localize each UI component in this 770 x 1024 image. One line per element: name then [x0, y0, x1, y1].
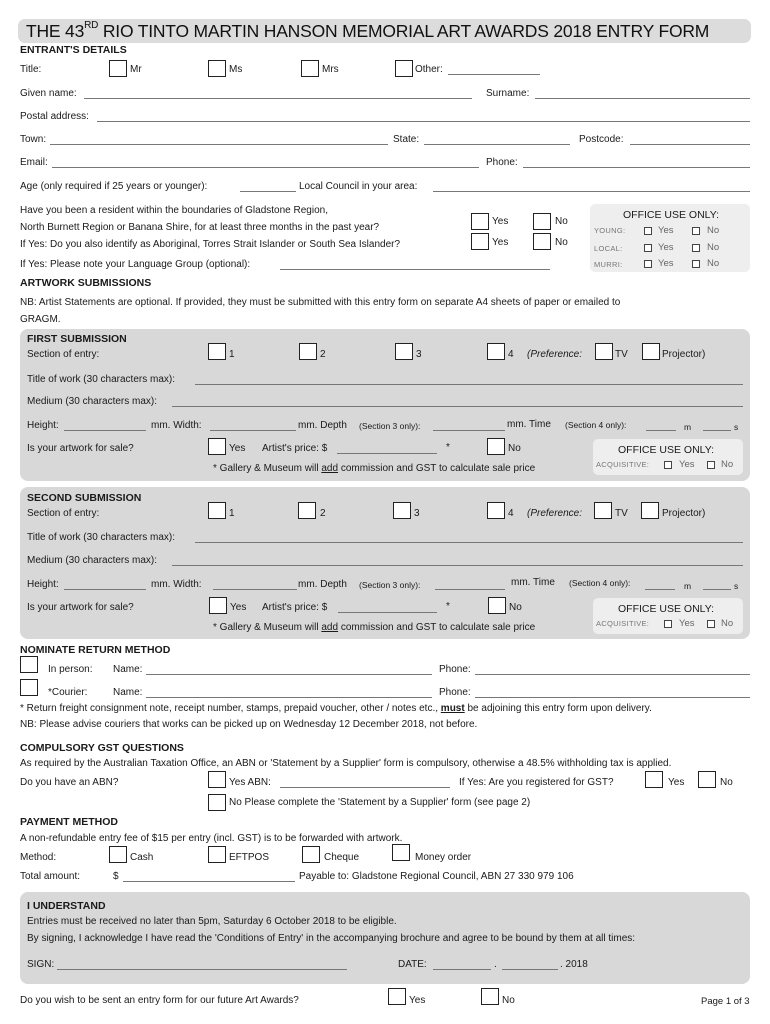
age-field[interactable]: [240, 191, 296, 192]
acquisitive-no: No: [721, 459, 734, 470]
postcode-label: Postcode:: [579, 134, 624, 145]
abn-question: Do you have an ABN?: [20, 777, 119, 788]
resident-yes-checkbox[interactable]: [471, 213, 489, 230]
title-of-work-label: Title of work (30 characters max):: [27, 374, 176, 385]
total-amount-field[interactable]: [123, 881, 295, 882]
depth-field[interactable]: [433, 430, 505, 431]
payment-cheque-label: Cheque: [324, 852, 360, 863]
return-note-1: * Return freight consignment note, receipt number, stamps, prepaid voucher, other / notes etc., must be adjoining this entry form upon delivery.: [20, 703, 652, 714]
office-use-box-first: [593, 439, 743, 475]
gallery-note: * Gallery & Museum will add commission and GST to calculate sale price: [213, 622, 536, 633]
section-2-checkbox[interactable]: [298, 502, 316, 519]
section-3-label: 3: [416, 349, 422, 360]
courier-checkbox[interactable]: [20, 679, 38, 696]
acquisitive-no: No: [721, 618, 734, 629]
courier-phone-field[interactable]: [475, 697, 750, 698]
town-field[interactable]: [50, 144, 388, 145]
time-minutes-field[interactable]: [646, 430, 676, 431]
understand-panel: [20, 892, 750, 984]
aboriginal-yes-label: Yes: [492, 237, 509, 248]
minutes-unit: m: [684, 581, 692, 591]
height-field[interactable]: [64, 430, 146, 431]
office-local-no: No: [707, 242, 720, 253]
medium-field[interactable]: [172, 565, 743, 566]
payment-eftpos-checkbox[interactable]: [208, 846, 226, 863]
phone-label: Phone:: [486, 157, 518, 168]
title-label: Title:: [20, 64, 42, 75]
depth-field[interactable]: [435, 589, 505, 590]
title-of-work-field[interactable]: [195, 542, 743, 543]
surname-field[interactable]: [535, 98, 750, 99]
resident-question-1: Have you been a resident within the boundaries of Gladstone Region,: [20, 205, 328, 216]
time-note: (Section 4 only):: [565, 420, 627, 430]
section-4-checkbox[interactable]: [487, 502, 505, 519]
artwork-nb-line2: GRAGM.: [20, 314, 61, 325]
abn-yes-label: Yes ABN:: [229, 777, 271, 788]
office-use-title: OFFICE USE ONLY:: [618, 603, 715, 615]
width-label: mm. Width:: [151, 420, 202, 431]
future-yes-checkbox[interactable]: [388, 988, 406, 1005]
submission-heading: SECOND SUBMISSION: [27, 492, 142, 504]
courier-name-label: Name:: [113, 687, 143, 698]
acquisitive-no-box: [707, 461, 715, 469]
office-local-no-box: [692, 244, 700, 252]
office-murri-yes: Yes: [658, 258, 674, 269]
price-label: Artist's price: $: [262, 602, 328, 613]
understand-line-2: By signing, I acknowledge I have read the 'Conditions of Entry' in the accompanying brochure and agree to be bound by them at all times:: [27, 933, 636, 944]
payment-fee-text: A non-refundable entry fee of $15 per entry (incl. GST) is to be forwarded with artwork.: [20, 833, 403, 844]
office-murri-yes-box: [644, 260, 652, 268]
section-3-checkbox[interactable]: [393, 502, 411, 519]
for-sale-yes-label: Yes: [230, 602, 247, 613]
for-sale-label: Is your artwork for sale?: [27, 602, 134, 613]
office-local-yes: Yes: [658, 242, 674, 253]
payable-to: Payable to: Gladstone Regional Council, ABN 27 330 979 106: [299, 871, 574, 882]
aboriginal-no-checkbox[interactable]: [533, 233, 551, 250]
office-murri-no-box: [692, 260, 700, 268]
postcode-field[interactable]: [630, 144, 750, 145]
title-mr-label: Mr: [130, 64, 142, 75]
title-other-checkbox[interactable]: [395, 60, 413, 77]
title-ms-checkbox[interactable]: [208, 60, 226, 77]
gst-yes-checkbox[interactable]: [645, 771, 663, 788]
total-dollar-sign: $: [113, 871, 119, 882]
preference-tv-label: TV: [615, 508, 628, 519]
depth-note: (Section 3 only):: [359, 421, 421, 431]
future-no-label: No: [502, 995, 515, 1006]
payment-eftpos-label: EFTPOS: [229, 852, 270, 863]
return-note-2: NB: Please advise couriers that works can be picked up on Wednesday 12 December 2018, not before.: [20, 719, 478, 730]
office-young-yes-box: [644, 227, 652, 235]
time-minutes-field[interactable]: [645, 589, 675, 590]
surname-label: Surname:: [486, 88, 530, 99]
section-label: Section of entry:: [27, 349, 100, 360]
title-of-work-label: Title of work (30 characters max):: [27, 532, 176, 543]
postal-address-label: Postal address:: [20, 111, 89, 122]
courier-label: *Courier:: [48, 687, 88, 698]
resident-no-checkbox[interactable]: [533, 213, 551, 230]
section-1-label: 1: [229, 508, 235, 519]
email-label: Email:: [20, 157, 48, 168]
title-of-work-field[interactable]: [195, 384, 743, 385]
given-name-field[interactable]: [84, 98, 472, 99]
language-field[interactable]: [280, 269, 550, 270]
time-note: (Section 4 only):: [569, 578, 631, 588]
preference-projector-label: Projector): [662, 349, 706, 360]
gst-yes-label: Yes: [668, 777, 685, 788]
office-murri-label: MURRI:: [594, 260, 623, 269]
gst-no-checkbox[interactable]: [698, 771, 716, 788]
acquisitive-yes-box: [664, 620, 672, 628]
office-young-yes: Yes: [658, 225, 674, 236]
understand-heading: I UNDERSTAND: [27, 900, 106, 912]
seconds-unit: s: [734, 581, 739, 591]
acquisitive-no-box: [707, 620, 715, 628]
office-young-label: YOUNG:: [594, 226, 626, 235]
aboriginal-yes-checkbox[interactable]: [471, 233, 489, 250]
price-star: *: [446, 601, 450, 612]
medium-label: Medium (30 characters max):: [27, 396, 158, 407]
phone-field[interactable]: [523, 167, 750, 168]
medium-label: Medium (30 characters max):: [27, 555, 158, 566]
council-label: Local Council in your area:: [299, 181, 418, 192]
for-sale-no-checkbox[interactable]: [487, 438, 505, 455]
width-field[interactable]: [210, 430, 296, 431]
date-separator: .: [494, 959, 497, 970]
for-sale-label: Is your artwork for sale?: [27, 443, 134, 454]
depth-label: mm. Depth: [298, 579, 347, 590]
title-ms-label: Ms: [229, 64, 243, 75]
price-field[interactable]: [337, 453, 437, 454]
abn-field[interactable]: [280, 787, 450, 788]
aboriginal-question: If Yes: Do you also identify as Aboriginal, Torres Strait Islander or South Sea Islander?: [20, 239, 401, 250]
gst-text: As required by the Australian Taxation Office, an ABN or 'Statement by a Supplier' form is compulsory, otherwise a 48.5% withholding tax is applied.: [20, 758, 672, 769]
acquisitive-yes: Yes: [679, 459, 695, 470]
width-label: mm. Width:: [151, 579, 202, 590]
form-title: THE 43RD RIO TINTO MARTIN HANSON MEMORIAL ART AWARDS 2018 ENTRY FORM: [26, 20, 710, 41]
price-label: Artist's price: $: [262, 443, 328, 454]
abn-no-checkbox[interactable]: [208, 794, 226, 811]
payment-money-order-checkbox[interactable]: [392, 844, 410, 861]
section-1-label: 1: [229, 349, 235, 360]
abn-yes-checkbox[interactable]: [208, 771, 226, 788]
preference-projector-checkbox[interactable]: [641, 502, 659, 519]
acquisitive-label: ACQUISITIVE:: [596, 619, 650, 628]
date-month-field[interactable]: [502, 969, 558, 970]
office-murri-no: No: [707, 258, 720, 269]
section-2-checkbox[interactable]: [299, 343, 317, 360]
office-use-title: OFFICE USE ONLY:: [623, 209, 720, 221]
sign-field[interactable]: [57, 969, 347, 970]
title-other-label: Other:: [415, 64, 443, 75]
section-label: Section of entry:: [27, 508, 100, 519]
height-field[interactable]: [64, 589, 146, 590]
section-3-checkbox[interactable]: [395, 343, 413, 360]
section-4-checkbox[interactable]: [487, 343, 505, 360]
in-person-label: In person:: [48, 664, 93, 675]
title-other-field[interactable]: [448, 74, 540, 75]
in-person-name-label: Name:: [113, 664, 143, 675]
form-title-bar: [18, 19, 751, 43]
acquisitive-yes: Yes: [679, 618, 695, 629]
section-1-checkbox[interactable]: [208, 343, 226, 360]
time-label: mm. Time: [511, 577, 555, 588]
minutes-unit: m: [684, 422, 692, 432]
in-person-phone-label: Phone:: [439, 664, 471, 675]
courier-name-field[interactable]: [146, 697, 432, 698]
acquisitive-label: ACQUISITIVE:: [596, 460, 650, 469]
preference-tv-label: TV: [615, 349, 628, 360]
gst-registered-question: If Yes: Are you registered for GST?: [459, 777, 614, 788]
payment-cash-checkbox[interactable]: [109, 846, 127, 863]
price-star: *: [446, 442, 450, 453]
for-sale-yes-checkbox[interactable]: [209, 597, 227, 614]
town-label: Town:: [20, 134, 47, 145]
for-sale-no-label: No: [508, 443, 521, 454]
date-day-field[interactable]: [433, 969, 491, 970]
section-2-label: 2: [320, 349, 326, 360]
gst-heading: COMPULSORY GST QUESTIONS: [20, 742, 184, 754]
state-label: State:: [393, 134, 420, 145]
council-field[interactable]: [433, 191, 750, 192]
height-label: Height:: [27, 420, 59, 431]
given-name-label: Given name:: [20, 88, 77, 99]
for-sale-no-checkbox[interactable]: [488, 597, 506, 614]
preference-tv-checkbox[interactable]: [594, 502, 612, 519]
office-use-box-entrant: [590, 204, 750, 272]
in-person-name-field[interactable]: [146, 674, 432, 675]
language-question: If Yes: Please note your Language Group (optional):: [20, 259, 251, 270]
gst-no-label: No: [720, 777, 733, 788]
time-seconds-field[interactable]: [703, 430, 731, 431]
office-local-label: LOCAL:: [594, 244, 623, 253]
section-1-checkbox[interactable]: [208, 502, 226, 519]
office-use-title: OFFICE USE ONLY:: [618, 444, 715, 456]
office-young-no-box: [692, 227, 700, 235]
page-number: Page 1 of 3: [701, 996, 750, 1007]
resident-question-2: North Burnett Region or Banana Shire, for at least three months in the past year?: [20, 222, 380, 233]
office-use-box-second: [593, 598, 743, 634]
office-young-no: No: [707, 225, 720, 236]
preference-projector-checkbox[interactable]: [642, 343, 660, 360]
width-field[interactable]: [213, 589, 297, 590]
artwork-heading: ARTWORK SUBMISSIONS: [20, 277, 152, 289]
first-submission-panel: [20, 329, 750, 481]
depth-note: (Section 3 only):: [359, 580, 421, 590]
in-person-checkbox[interactable]: [20, 656, 38, 673]
email-field[interactable]: [52, 167, 479, 168]
title-mr-checkbox[interactable]: [109, 60, 127, 77]
courier-phone-label: Phone:: [439, 687, 471, 698]
preference-label: (Preference:: [527, 349, 583, 360]
future-yes-label: Yes: [409, 995, 426, 1006]
payment-money-order-label: Money order: [415, 852, 472, 863]
seconds-unit: s: [734, 422, 739, 432]
future-no-checkbox[interactable]: [481, 988, 499, 1005]
submission-heading: FIRST SUBMISSION: [27, 333, 127, 345]
date-label: DATE:: [398, 959, 427, 970]
price-field[interactable]: [338, 612, 437, 613]
height-label: Height:: [27, 579, 59, 590]
aboriginal-no-label: No: [555, 237, 568, 248]
payment-cash-label: Cash: [130, 852, 154, 863]
section-2-label: 2: [320, 508, 326, 519]
sign-label: SIGN:: [27, 959, 55, 970]
in-person-phone-field[interactable]: [475, 674, 750, 675]
section-3-label: 3: [414, 508, 420, 519]
payment-method-label: Method:: [20, 852, 57, 863]
postal-address-field[interactable]: [97, 121, 750, 122]
preference-projector-label: Projector): [662, 508, 706, 519]
medium-field[interactable]: [172, 406, 743, 407]
preference-label: (Preference:: [527, 508, 583, 519]
for-sale-no-label: No: [509, 602, 522, 613]
office-local-yes-box: [644, 244, 652, 252]
resident-yes-label: Yes: [492, 216, 509, 227]
understand-line-1: Entries must be received no later than 5pm, Saturday 6 October 2018 to be eligible.: [27, 916, 397, 927]
for-sale-yes-label: Yes: [229, 443, 246, 454]
return-heading: NOMINATE RETURN METHOD: [20, 644, 171, 656]
payment-cheque-checkbox[interactable]: [302, 846, 320, 863]
acquisitive-yes-box: [664, 461, 672, 469]
resident-no-label: No: [555, 216, 568, 227]
future-awards-question: Do you wish to be sent an entry form for our future Art Awards?: [20, 995, 299, 1006]
preference-tv-checkbox[interactable]: [595, 343, 613, 360]
abn-no-label: No Please complete the 'Statement by a Supplier' form (see page 2): [229, 797, 531, 808]
time-seconds-field[interactable]: [703, 589, 731, 590]
second-submission-panel: [20, 487, 750, 639]
gallery-note: * Gallery & Museum will add commission and GST to calculate sale price: [213, 463, 536, 474]
artwork-nb-line1: NB: Artist Statements are optional. If provided, they must be submitted with this entry form on separate A4 sheets of paper or emailed to: [20, 297, 621, 308]
age-label: Age (only required if 25 years or younger):: [20, 181, 208, 192]
total-amount-label: Total amount:: [20, 871, 81, 882]
payment-heading: PAYMENT METHOD: [20, 816, 119, 828]
time-label: mm. Time: [507, 419, 551, 430]
date-year: . 2018: [560, 959, 588, 970]
depth-label: mm. Depth: [298, 420, 347, 431]
state-field[interactable]: [424, 144, 570, 145]
section-4-label: 4: [508, 349, 514, 360]
title-mrs-label: Mrs: [322, 64, 339, 75]
for-sale-yes-checkbox[interactable]: [208, 438, 226, 455]
title-mrs-checkbox[interactable]: [301, 60, 319, 77]
entrant-heading: ENTRANT'S DETAILS: [20, 44, 127, 56]
section-4-label: 4: [508, 508, 514, 519]
